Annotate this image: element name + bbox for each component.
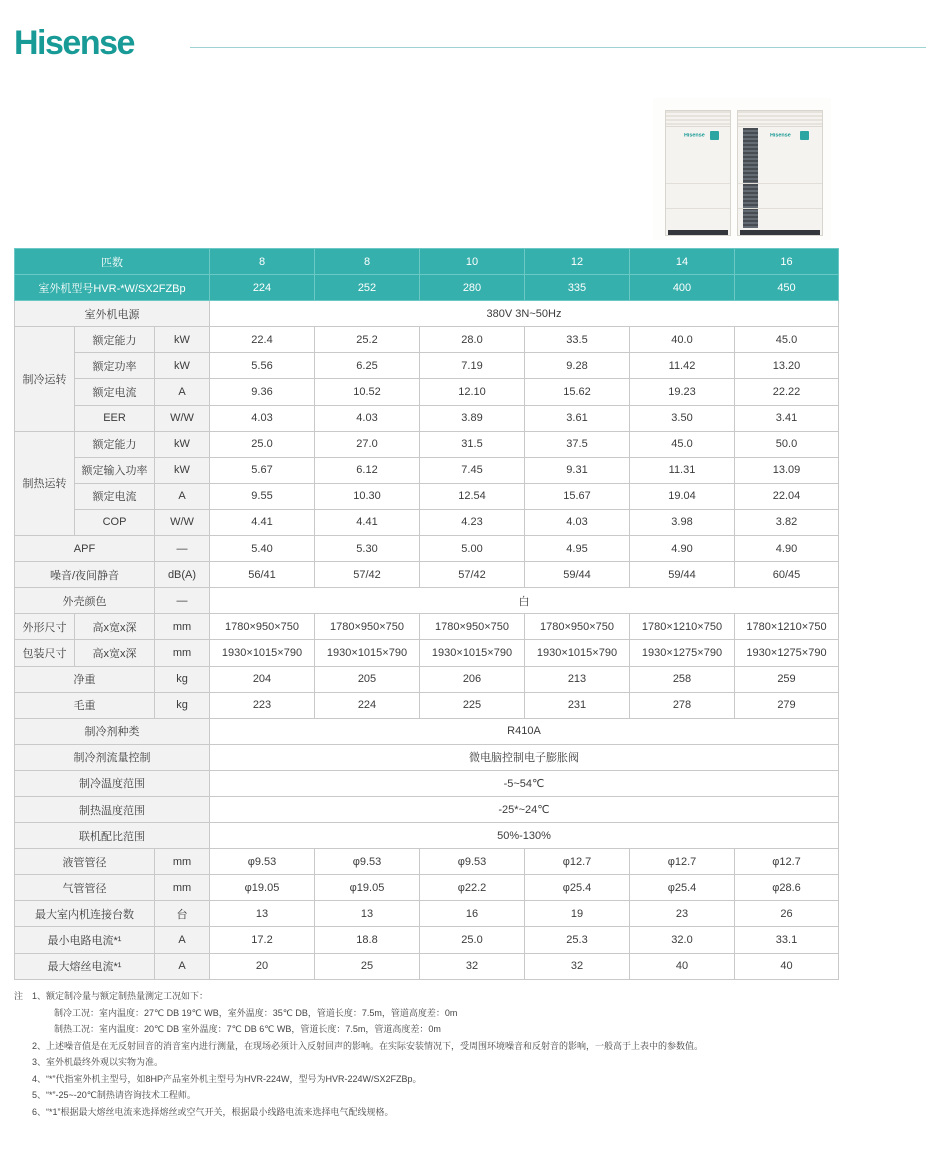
header-value: 10: [420, 249, 525, 275]
spec-value: 19: [525, 901, 630, 927]
spec-value: 4.03: [315, 405, 420, 431]
spec-value: 31.5: [420, 431, 525, 457]
spec-value: 17.2: [210, 927, 315, 953]
spec-value: φ12.7: [525, 849, 630, 875]
spec-value: 4.90: [630, 536, 735, 562]
outdoor-unit-large: [737, 110, 823, 236]
footnote-line: 3、室外机最终外观以实物为准。: [32, 1057, 164, 1067]
spec-value: 25: [315, 953, 420, 979]
spec-value: φ19.05: [210, 875, 315, 901]
spec-value: 微电脑控制电子膨胀阀: [210, 744, 839, 770]
spec-value: 4.03: [525, 509, 630, 535]
spec-value: 23: [630, 901, 735, 927]
spec-value: 279: [735, 692, 839, 718]
spec-value: 224: [315, 692, 420, 718]
spec-value: 25.0: [210, 431, 315, 457]
header-value: 14: [630, 249, 735, 275]
spec-value: 33.1: [735, 927, 839, 953]
spec-value: 278: [630, 692, 735, 718]
header-value: 16: [735, 249, 839, 275]
row-label: 额定电流: [75, 379, 155, 405]
spec-value: 9.28: [525, 353, 630, 379]
spec-value: 56/41: [210, 562, 315, 588]
spec-value: 7.19: [420, 353, 525, 379]
row-unit: kW: [155, 353, 210, 379]
row-label: 高x宽x深: [75, 614, 155, 640]
header-value: 8: [315, 249, 420, 275]
unit-base: [668, 230, 728, 235]
row-unit: kg: [155, 666, 210, 692]
spec-value: φ25.4: [525, 875, 630, 901]
spec-value: 231: [525, 692, 630, 718]
unit-logo-text: Hisense: [684, 133, 705, 139]
spec-value: 20: [210, 953, 315, 979]
spec-value: 4.90: [735, 536, 839, 562]
spec-value: 11.31: [630, 457, 735, 483]
row-label: 气管管径: [15, 875, 155, 901]
spec-value: 3.50: [630, 405, 735, 431]
spec-value: 25.3: [525, 927, 630, 953]
header-value: 335: [525, 275, 630, 301]
unit-logo-mark: [800, 131, 809, 140]
row-unit: W/W: [155, 509, 210, 535]
row-unit: mm: [155, 640, 210, 666]
row-label: 外壳颜色: [15, 588, 155, 614]
footnote-line: 6、“*1”根据最大熔丝电流来选择熔丝或空气开关，根据最小线路电流来选择电气配线规格。: [32, 1106, 394, 1117]
row-unit: dB(A): [155, 562, 210, 588]
spec-value: 45.0: [735, 327, 839, 353]
spec-value: 1780×950×750: [525, 614, 630, 640]
row-label: 最大熔丝电流*¹: [15, 953, 155, 979]
spec-value: 1930×1275×790: [630, 640, 735, 666]
spec-value: 22.22: [735, 379, 839, 405]
spec-value: 33.5: [525, 327, 630, 353]
spec-value: 7.45: [420, 457, 525, 483]
unit-base: [740, 230, 820, 235]
spec-value: 4.95: [525, 536, 630, 562]
spec-value: 32: [525, 953, 630, 979]
row-label: 室外机电源: [15, 301, 210, 327]
spec-value: 1780×1210×750: [735, 614, 839, 640]
spec-value: 1930×1015×790: [210, 640, 315, 666]
footnote-line: 制冷工况：室内温度：27℃ DB 19℃ WB，室外温度：35℃ DB，管道长度：7.5m，管道高度差：0m: [54, 1007, 458, 1018]
spec-value: 32: [420, 953, 525, 979]
footnotes: [14, 988, 920, 1120]
side-louver: [743, 128, 758, 228]
spec-value: 50.0: [735, 431, 839, 457]
spec-value: 22.4: [210, 327, 315, 353]
row-label: 液管管径: [15, 849, 155, 875]
unit-logo-text: Hisense: [770, 133, 791, 139]
row-unit: —: [155, 536, 210, 562]
spec-value: 204: [210, 666, 315, 692]
spec-value: 1930×1015×790: [525, 640, 630, 666]
row-label: 包装尺寸: [15, 640, 75, 666]
panel-seam: [738, 208, 822, 209]
spec-value: 白: [210, 588, 839, 614]
row-label: 最小电路电流*¹: [15, 927, 155, 953]
spec-value: -25*~24℃: [210, 796, 839, 822]
spec-value: 1930×1015×790: [420, 640, 525, 666]
spec-value: φ25.4: [630, 875, 735, 901]
spec-value: φ19.05: [315, 875, 420, 901]
spec-value: φ9.53: [210, 849, 315, 875]
row-unit: 台: [155, 901, 210, 927]
spec-value: 22.04: [735, 483, 839, 509]
spec-value: φ12.7: [630, 849, 735, 875]
spec-value: 40: [735, 953, 839, 979]
spec-value: 13: [315, 901, 420, 927]
spec-value: 5.00: [420, 536, 525, 562]
fan-grille: [738, 111, 822, 127]
row-label: 额定输入功率: [75, 457, 155, 483]
spec-value: 3.82: [735, 509, 839, 535]
spec-value: 6.12: [315, 457, 420, 483]
row-unit: kW: [155, 431, 210, 457]
panel-seam: [666, 183, 730, 184]
row-unit: kW: [155, 327, 210, 353]
spec-value: 5.67: [210, 457, 315, 483]
row-label: 制冷剂种类: [15, 718, 210, 744]
header-label: 匹数: [15, 249, 210, 275]
spec-value: 45.0: [630, 431, 735, 457]
spec-value: 15.67: [525, 483, 630, 509]
row-unit: A: [155, 953, 210, 979]
row-unit: W/W: [155, 405, 210, 431]
spec-value: 4.23: [420, 509, 525, 535]
spec-value: 60/45: [735, 562, 839, 588]
header-value: 224: [210, 275, 315, 301]
spec-value: 1780×950×750: [210, 614, 315, 640]
spec-value: 57/42: [315, 562, 420, 588]
row-label: 制冷温度范围: [15, 770, 210, 796]
row-label: 制冷运转: [15, 327, 75, 431]
spec-value: 15.62: [525, 379, 630, 405]
spec-value: 19.04: [630, 483, 735, 509]
row-label: 额定电流: [75, 483, 155, 509]
spec-value: 12.10: [420, 379, 525, 405]
spec-value: 27.0: [315, 431, 420, 457]
footnote-line: 2、上述噪音值是在无反射回音的消音室内进行测量，在现场必须计入反射回声的影响。在实际安装情况下，受周围环境噪音和反射音的影响，一般高于上表中的参数值。: [32, 1040, 704, 1051]
spec-value: 57/42: [420, 562, 525, 588]
spec-value: 59/44: [630, 562, 735, 588]
header-divider: [190, 47, 926, 48]
spec-value: φ9.53: [315, 849, 420, 875]
row-label: 制热运转: [15, 431, 75, 535]
spec-value: 5.30: [315, 536, 420, 562]
footnote-text: 1、额定制冷量与额定制热量测定工况如下：: [32, 991, 209, 1001]
row-label: 外形尺寸: [15, 614, 75, 640]
row-unit: A: [155, 483, 210, 509]
header-label: 室外机型号HVR-*W/SX2FZBp: [15, 275, 210, 301]
row-unit: —: [155, 588, 210, 614]
header-value: 252: [315, 275, 420, 301]
spec-value: 40.0: [630, 327, 735, 353]
row-label: 毛重: [15, 692, 155, 718]
row-label: 制热温度范围: [15, 796, 210, 822]
note-marker: 注: [14, 991, 24, 1001]
spec-value: 9.36: [210, 379, 315, 405]
spec-value: 1780×950×750: [315, 614, 420, 640]
spec-value: 28.0: [420, 327, 525, 353]
spec-value: 13.09: [735, 457, 839, 483]
row-unit: mm: [155, 875, 210, 901]
row-unit: mm: [155, 614, 210, 640]
spec-value: φ9.53: [420, 849, 525, 875]
spec-value: 3.41: [735, 405, 839, 431]
row-label: EER: [75, 405, 155, 431]
outdoor-unit-small: [665, 110, 731, 236]
spec-value: 13: [210, 901, 315, 927]
spec-value: 4.41: [315, 509, 420, 535]
spec-value: -5~54℃: [210, 770, 839, 796]
row-label: APF: [15, 536, 155, 562]
spec-value: 1930×1015×790: [315, 640, 420, 666]
spec-value: R410A: [210, 718, 839, 744]
spec-value: 19.23: [630, 379, 735, 405]
row-label: 高x宽x深: [75, 640, 155, 666]
panel-seam: [666, 208, 730, 209]
spec-value: φ22.2: [420, 875, 525, 901]
spec-table-body: [15, 249, 839, 980]
spec-value: 11.42: [630, 353, 735, 379]
footnote-line: [14, 988, 920, 1005]
spec-value: 3.98: [630, 509, 735, 535]
spec-value: 9.31: [525, 457, 630, 483]
row-unit: A: [155, 379, 210, 405]
hisense-logo: Hisense: [14, 24, 134, 62]
spec-value: 3.61: [525, 405, 630, 431]
spec-value: 259: [735, 666, 839, 692]
unit-logo-mark: [710, 131, 719, 140]
row-label: COP: [75, 509, 155, 535]
spec-table: [14, 248, 839, 980]
row-label: 净重: [15, 666, 155, 692]
fan-grille: [666, 111, 730, 127]
panel-seam: [738, 183, 822, 184]
header-value: 280: [420, 275, 525, 301]
footnote-line: 4、“*”代指室外机主型号，如8HP产品室外机主型号为HVR-224W，型号为HVR-224W/SX2FZBp。: [32, 1073, 422, 1084]
spec-value: 258: [630, 666, 735, 692]
row-unit: A: [155, 927, 210, 953]
footnote-line: 制热工况：室内温度：20℃ DB 室外温度：7℃ DB 6℃ WB，管道长度：7.5m，管道高度差：0m: [54, 1024, 441, 1034]
spec-value: 380V 3N~50Hz: [210, 301, 839, 327]
spec-value: 16: [420, 901, 525, 927]
spec-value: 225: [420, 692, 525, 718]
row-label: 额定功率: [75, 353, 155, 379]
spec-value: 1930×1275×790: [735, 640, 839, 666]
spec-value: 205: [315, 666, 420, 692]
row-label: 最大室内机连接台数: [15, 901, 155, 927]
spec-value: 4.03: [210, 405, 315, 431]
spec-value: 25.2: [315, 327, 420, 353]
spec-value: 40: [630, 953, 735, 979]
spec-value: 10.52: [315, 379, 420, 405]
spec-value: 206: [420, 666, 525, 692]
header-value: 8: [210, 249, 315, 275]
spec-value: 59/44: [525, 562, 630, 588]
row-unit: kg: [155, 692, 210, 718]
row-label: 噪音/夜间静音: [15, 562, 155, 588]
header-value: 400: [630, 275, 735, 301]
spec-value: 5.40: [210, 536, 315, 562]
spec-value: 213: [525, 666, 630, 692]
spec-value: 25.0: [420, 927, 525, 953]
row-label: 额定能力: [75, 431, 155, 457]
spec-value: 1780×950×750: [420, 614, 525, 640]
footnote-line: 5、“*”-25~-20℃制热请咨询技术工程师。: [32, 1090, 196, 1100]
header-value: 12: [525, 249, 630, 275]
spec-value: 6.25: [315, 353, 420, 379]
spec-value: 50%-130%: [210, 823, 839, 849]
spec-value: 26: [735, 901, 839, 927]
row-unit: mm: [155, 849, 210, 875]
spec-value: 13.20: [735, 353, 839, 379]
spec-value: 37.5: [525, 431, 630, 457]
row-unit: kW: [155, 457, 210, 483]
spec-value: 9.55: [210, 483, 315, 509]
row-label: 额定能力: [75, 327, 155, 353]
spec-value: 18.8: [315, 927, 420, 953]
outdoor-unit-product-image: [653, 98, 831, 240]
spec-value: φ12.7: [735, 849, 839, 875]
header-value: 450: [735, 275, 839, 301]
spec-value: 12.54: [420, 483, 525, 509]
row-label: 联机配比范围: [15, 823, 210, 849]
spec-value: 32.0: [630, 927, 735, 953]
spec-value: 4.41: [210, 509, 315, 535]
spec-value: 10.30: [315, 483, 420, 509]
spec-value: 1780×1210×750: [630, 614, 735, 640]
row-label: 制冷剂流量控制: [15, 744, 210, 770]
spec-value: 223: [210, 692, 315, 718]
spec-value: φ28.6: [735, 875, 839, 901]
spec-value: 3.89: [420, 405, 525, 431]
spec-value: 5.56: [210, 353, 315, 379]
